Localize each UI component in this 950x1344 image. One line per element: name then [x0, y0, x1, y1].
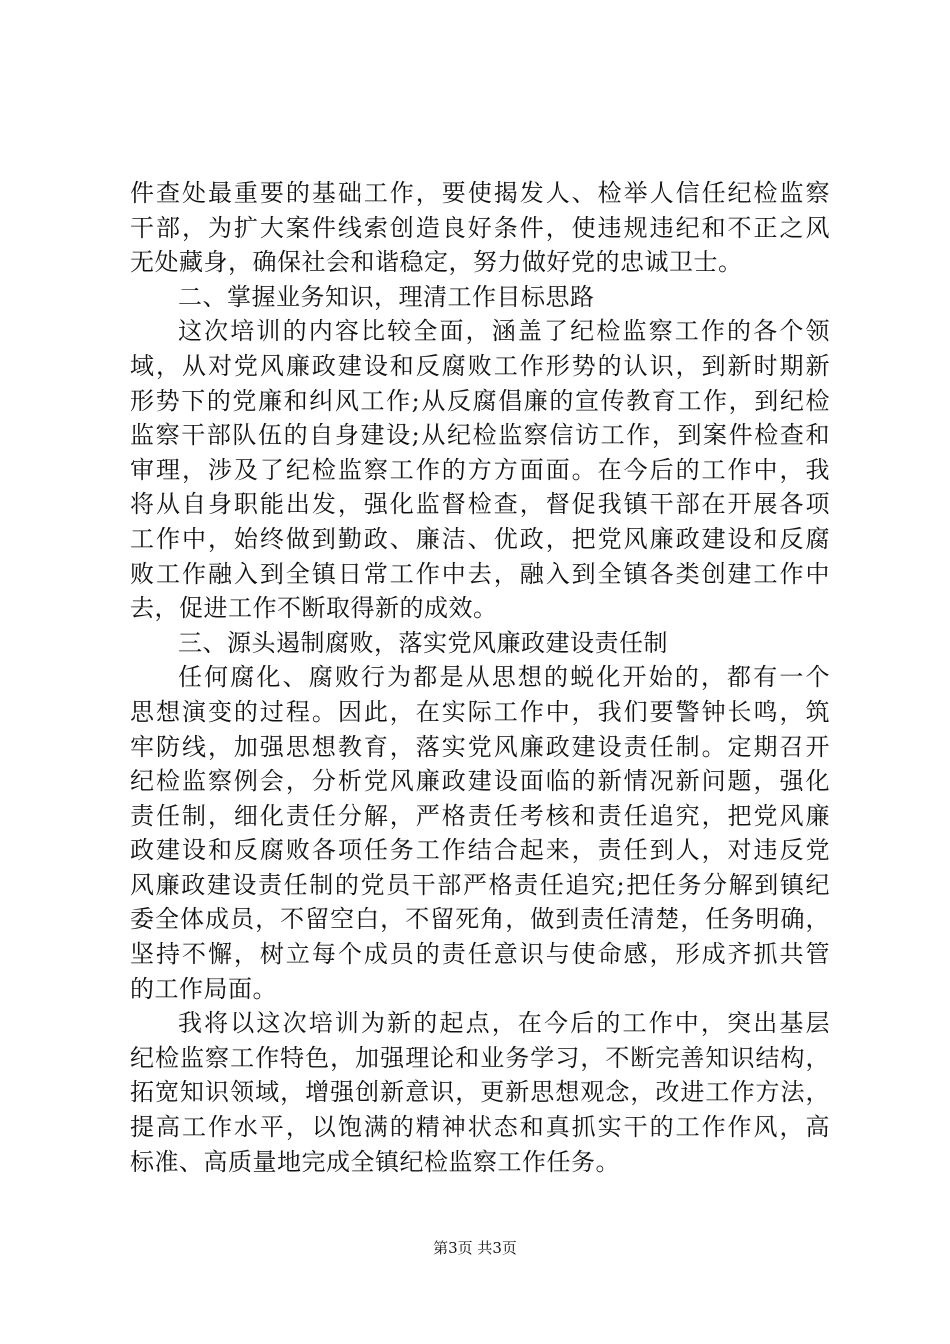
text-line: 三、源头遏制腐败，落实党风廉政建设责任制 — [178, 628, 668, 657]
text-line: 牢防线，加强思想教育，落实党风廉政建设责任制。定期召开 — [130, 732, 830, 761]
text-line: 审理，涉及了纪检监察工作的方方面面。在今后的工作中，我 — [130, 455, 830, 484]
paragraph — [130, 314, 830, 625]
text-line: 风廉政建设责任制的党员干部严格责任追究;把任务分解到镇纪 — [130, 870, 830, 899]
text-line: 将从自身职能出发，强化监督检查，督促我镇干部在开展各项 — [130, 490, 830, 519]
text-line: 纪检监察工作特色，加强理论和业务学习，不断完善知识结构， — [130, 1043, 830, 1072]
text-line: 标准、高质量地完成全镇纪检监察工作任务。 — [130, 1147, 620, 1176]
text-line: 我将以这次培训为新的起点，在今后的工作中，突出基层 — [178, 1009, 830, 1038]
text-line: 干部，为扩大案件线索创造良好条件，使违规违纪和不正之风 — [130, 213, 830, 242]
text-line: 形势下的党廉和纠风工作;从反腐倡廉的宣传教育工作，到纪检 — [130, 386, 830, 415]
text-line: 这次培训的内容比较全面，涵盖了纪检监察工作的各个领 — [178, 317, 830, 346]
text-line: 坚持不懈，树立每个成员的责任意识与使命感，形成齐抓共管 — [130, 940, 830, 969]
text-line: 败工作融入到全镇日常工作中去，融入到全镇各类创建工作中 — [130, 559, 830, 588]
text-line: 监察干部队伍的自身建设;从纪检监察信访工作，到案件检查和 — [130, 421, 830, 450]
text-line: 二、掌握业务知识，理清工作目标思路 — [178, 282, 595, 311]
paragraph — [130, 660, 830, 1006]
text-line: 责任制，细化责任分解，严格责任考核和责任追究，把党风廉 — [130, 801, 830, 830]
text-line: 域，从对党风廉政建设和反腐败工作形势的认识，到新时期新 — [130, 351, 830, 380]
section-heading — [130, 626, 830, 661]
text-line: 委全体成员，不留空白，不留死角，做到责任清楚，任务明确， — [130, 905, 830, 934]
document-body — [130, 176, 830, 1179]
page-footer: 第3页 共3页 — [433, 1239, 517, 1257]
text-line: 工作中，始终做到勤政、廉洁、优政，把党风廉政建设和反腐 — [130, 524, 830, 553]
text-line: 任何腐化、腐败行为都是从思想的蜕化开始的，都有一个 — [178, 663, 830, 692]
text-line: 的工作局面。 — [130, 974, 277, 1003]
text-line: 思想演变的过程。因此，在实际工作中，我们要警钟长鸣，筑 — [130, 697, 830, 726]
text-line: 纪检监察例会，分析党风廉政建设面临的新情况新问题，强化 — [130, 767, 830, 796]
paragraph — [130, 176, 830, 280]
paragraph — [130, 1006, 830, 1179]
text-line: 件查处最重要的基础工作，要使揭发人、检举人信任纪检监察 — [130, 179, 830, 207]
text-line: 拓宽知识领域，增强创新意识，更新思想观念，改进工作方法， — [130, 1078, 830, 1107]
text-line: 去，促进工作不断取得新的成效。 — [130, 594, 498, 623]
text-line: 提高工作水平，以饱满的精神状态和真抓实干的工作作风，高 — [130, 1113, 830, 1142]
section-heading — [130, 280, 830, 315]
text-line: 无处藏身，确保社会和谐稳定，努力做好党的忠诚卫士。 — [130, 248, 743, 277]
text-line: 政建设和反腐败各项任务工作结合起来，责任到人，对违反党 — [130, 836, 830, 865]
